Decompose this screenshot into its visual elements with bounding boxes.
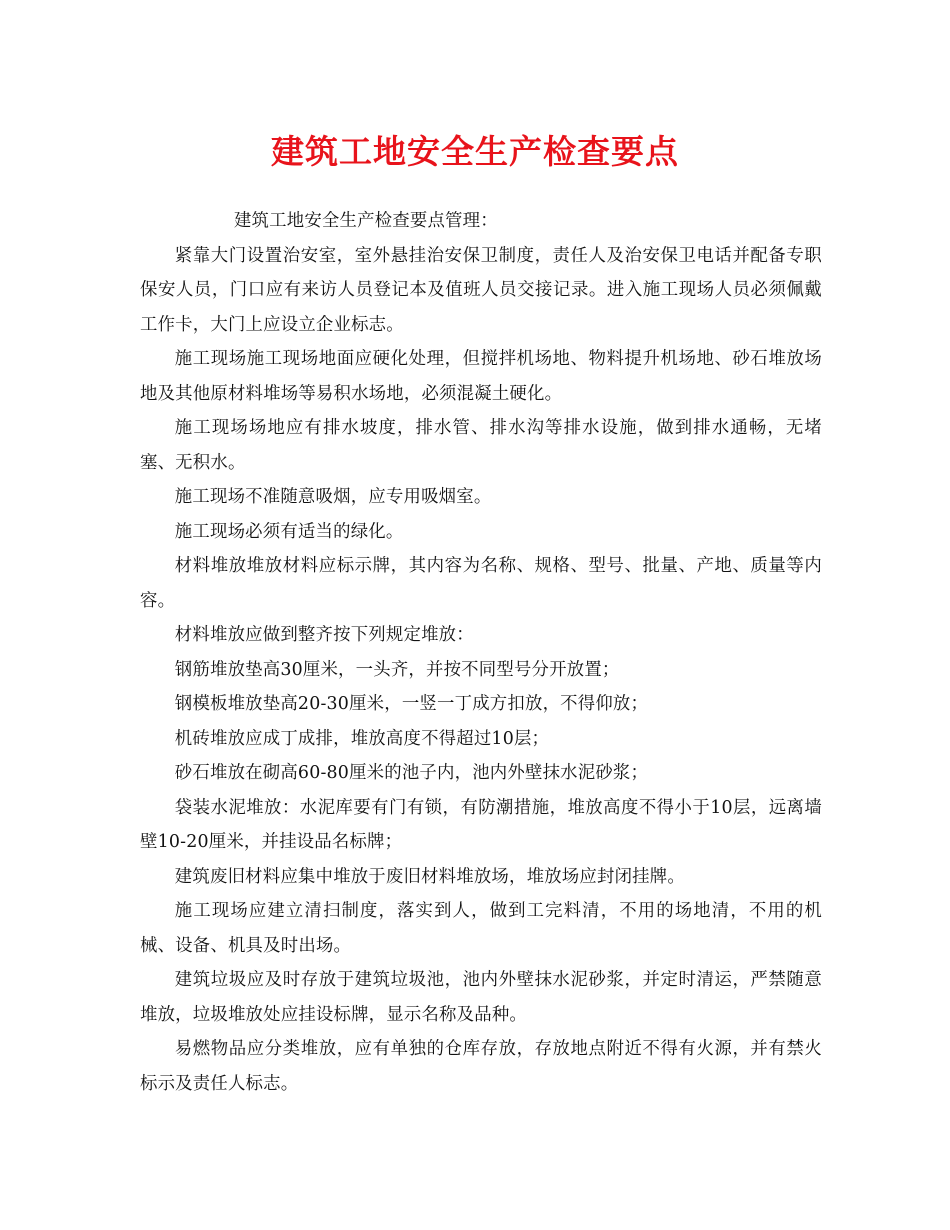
document-body <box>140 204 822 1101</box>
paragraph: 易燃物品应分类堆放，应有单独的仓库存放，存放地点附近不得有火源，并有禁火标示及责任人标志。 <box>140 1039 822 1094</box>
document-title: 建筑工地安全生产检查要点 <box>271 132 679 171</box>
paragraph: 袋装水泥堆放：水泥库要有门有锁，有防潮措施，堆放高度不得小于10层，远离墙壁10-20厘米，并挂设品名标牌； <box>140 797 822 852</box>
paragraph: 机砖堆放应成丁成排，堆放高度不得超过10层； <box>174 728 550 749</box>
paragraph-intro: 建筑工地安全生产检查要点管理： <box>233 211 498 231</box>
paragraph: 钢模板堆放垫高20-30厘米，一竖一丁成方扣放，不得仰放； <box>174 694 649 714</box>
paragraph: 材料堆放应做到整齐按下列规定堆放： <box>174 625 474 645</box>
paragraph: 建筑废旧材料应集中堆放于废旧材料堆放场，堆放场应封闭挂牌。 <box>174 866 685 887</box>
paragraph: 施工现场施工现场地面应硬化处理，但搅拌机场地、物料提升机场地、砂石堆放场地及其他原材料堆场等易积水场地，必须混凝土硬化。 <box>140 349 822 404</box>
paragraph: 施工现场不准随意吸烟，应专用吸烟室。 <box>174 487 492 507</box>
paragraph: 施工现场必须有适当的绿化。 <box>174 521 404 542</box>
paragraph: 砂石堆放在砌高60-80厘米的池子内，池内外壁抹水泥砂浆； <box>174 763 649 783</box>
paragraph: 建筑垃圾应及时存放于建筑垃圾池，池内外壁抹水泥砂浆，并定时清运，严禁随意堆放，垃圾堆放处应挂设标牌，显示名称及品种。 <box>140 970 822 1025</box>
paragraph: 钢筋堆放垫高30厘米，一头齐，并按不同型号分开放置； <box>174 659 620 680</box>
paragraph: 施工现场场地应有排水坡度，排水管、排水沟等排水设施，做到排水通畅，无堵塞、无积水。 <box>140 418 822 473</box>
paragraph: 紧靠大门设置治安室，室外悬挂治安保卫制度，责任人及治安保卫电话并配备专职保安人员，门口应有来访人员登记本及值班人员交接记录。进入施工现场人员必须佩戴工作卡，大门上应设立企业标志。 <box>140 245 822 335</box>
paragraph: 施工现场应建立清扫制度，落实到人，做到工完料清，不用的场地清，不用的机械、设备、机具及时出场。 <box>140 901 822 956</box>
paragraph: 材料堆放堆放材料应标示牌，其内容为名称、规格、型号、批量、产地、质量等内容。 <box>140 556 822 611</box>
